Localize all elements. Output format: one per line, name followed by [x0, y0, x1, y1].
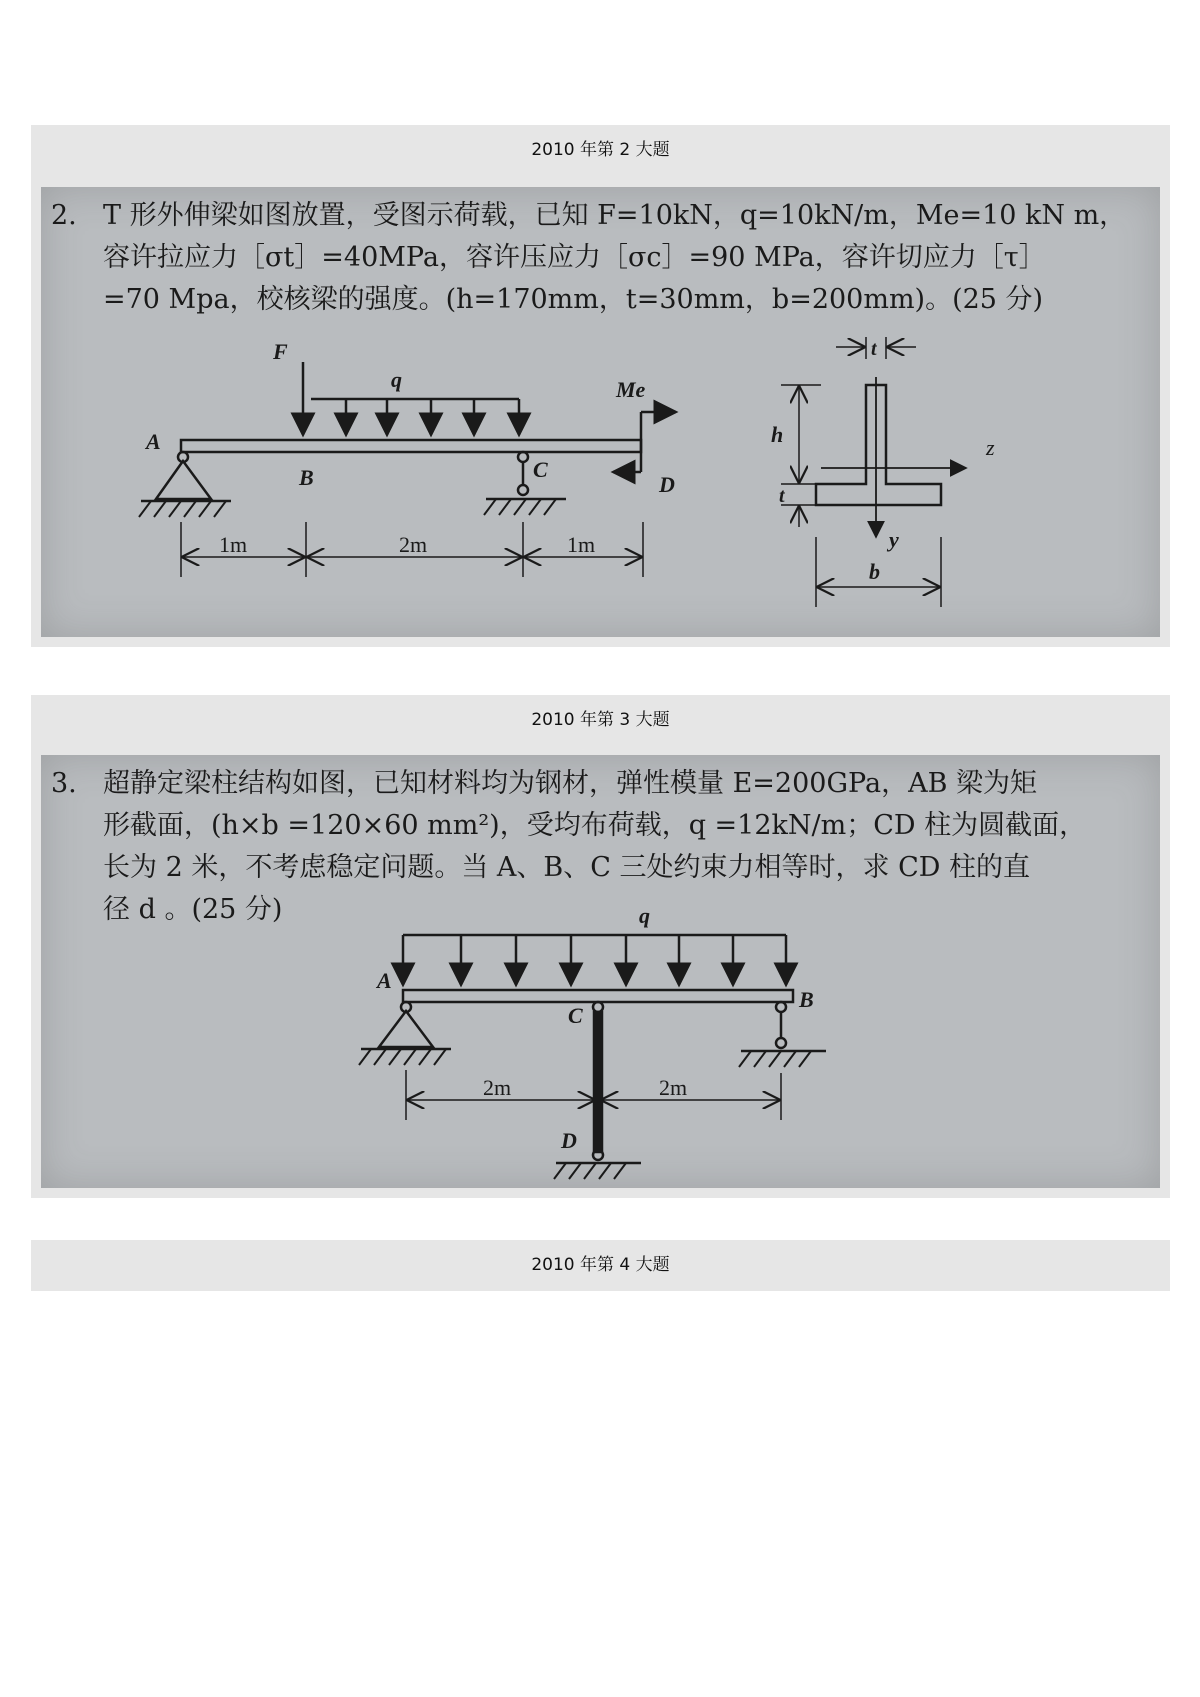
label-d-2: D [561, 1128, 577, 1153]
problem-3-line-1: 超静定梁柱结构如图，已知材料均为钢材，弹性模量 E=200GPa，AB 梁为矩 [103, 768, 1037, 799]
problem-2-card [31, 125, 1170, 647]
problem-4-header: 2010 年第 4 大题 [531, 1255, 670, 1275]
problem-2-number: 2. [51, 200, 77, 231]
problem-2-header: 2010 年第 2 大题 [531, 140, 670, 160]
label-a-2: A [377, 968, 392, 993]
label-q: q [391, 367, 402, 392]
label-b-section: b [869, 559, 880, 584]
t-section [816, 385, 941, 505]
problem-2-photo [41, 187, 1160, 637]
problem-3-photo [41, 755, 1160, 1188]
problem-3-card [31, 695, 1170, 1198]
dim-2m: 2m [399, 532, 428, 557]
dim-1m-left: 1m [219, 532, 248, 557]
problem-3-line-4: 径 d 。(25 分) [103, 894, 283, 925]
dim-2m-right: 2m [659, 1075, 688, 1100]
label-c-2: C [568, 1003, 583, 1028]
problem-3-line-3: 长为 2 米，不考虑稳定问题。当 A、B、C 三处约束力相等时，求 CD 柱的直 [103, 852, 1030, 883]
dim-2m-left: 2m [483, 1075, 512, 1100]
label-a: A [146, 429, 161, 454]
beam-2 [403, 990, 793, 1002]
label-b: B [299, 465, 314, 490]
problem-2-line-2: 容许拉应力［σt］=40MPa，容许压应力［σc］=90 MPa，容许切应力［τ］ [103, 242, 1046, 273]
label-b-2: B [799, 987, 814, 1012]
label-z: z [986, 435, 995, 460]
problem-3-number: 3. [51, 768, 77, 799]
problem-2-line-3: =70 Mpa，校核梁的强度。(h=170mm，t=30mm，b=200mm)。(25 分) [103, 284, 1044, 315]
column-cd [594, 1012, 602, 1152]
label-me: Me [616, 377, 646, 402]
label-t-flange: t [779, 485, 785, 507]
problem-3-figure [41, 755, 1160, 1188]
problem-2-line-1: T 形外伸梁如图放置，受图示荷载，已知 F=10kN，q=10kN/m，Me=10 kN m， [103, 200, 1127, 231]
label-c: C [533, 457, 548, 482]
problem-3-line-2: 形截面，(h×b =120×60 mm²)，受均布荷载，q =12kN/m；CD 柱为圆截面， [103, 810, 1087, 841]
label-h: h [771, 422, 784, 447]
label-d: D [659, 472, 675, 497]
problem-2-figure [41, 187, 1160, 637]
label-q-2: q [639, 903, 650, 928]
dim-1m-right: 1m [567, 532, 596, 557]
problem-4-card [31, 1240, 1170, 1291]
problem-3-header: 2010 年第 3 大题 [531, 710, 670, 730]
label-t: t [871, 338, 877, 360]
label-f: F [273, 339, 288, 364]
beam-1 [181, 440, 641, 452]
label-y: y [889, 527, 899, 552]
